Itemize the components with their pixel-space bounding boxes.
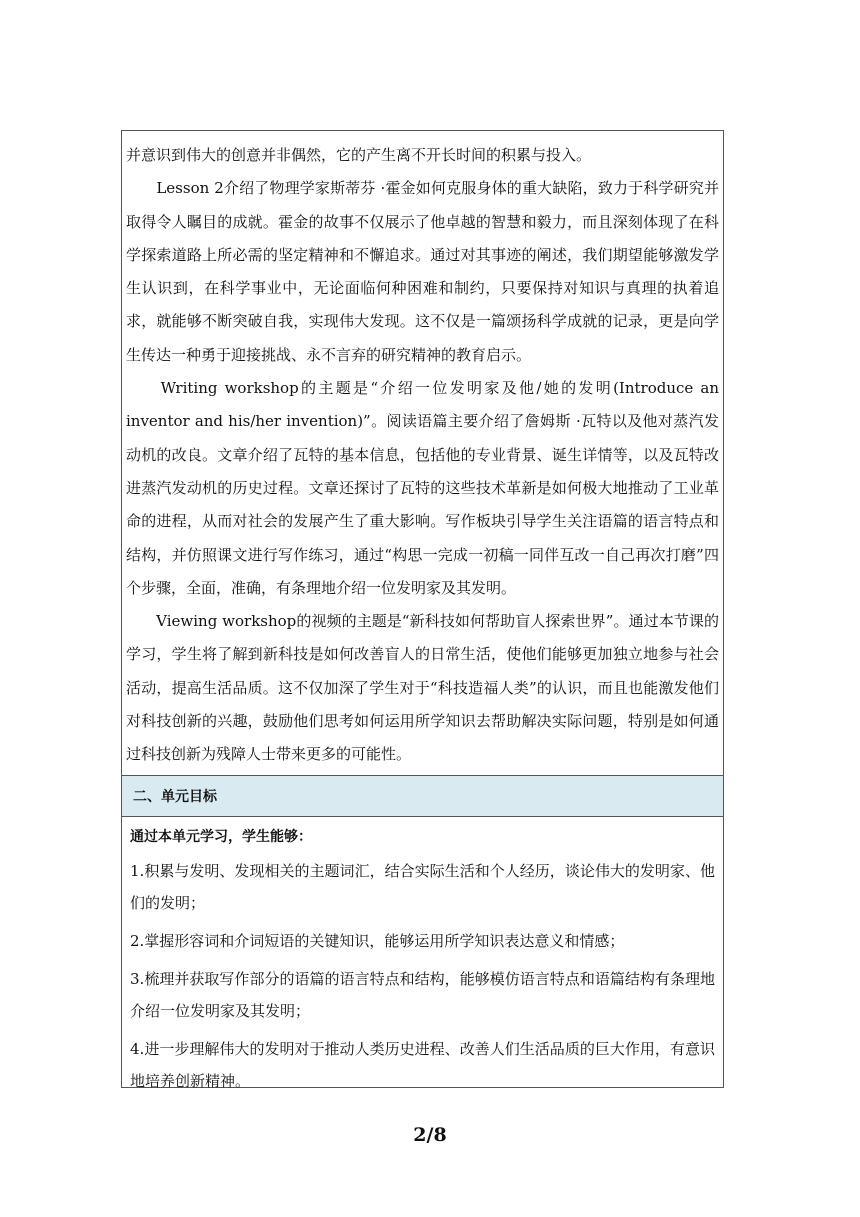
goal-item: 4.进一步理解伟大的发明对于推动人类历史进程、改善人们生活品质的巨大作用，有意识地培养创新精神。 — [130, 1040, 715, 1090]
goals-lead: 通过本单元学习，学生能够： — [130, 829, 312, 845]
section-heading — [122, 776, 723, 817]
lesson-table — [121, 130, 724, 1088]
intro-paragraph: 并意识到伟大的创意并非偶然，它的产生离不开长时间的积累与投入。 — [126, 146, 592, 164]
unit-goals-cell — [122, 817, 723, 1090]
writing-workshop-paragraph: Writing workshop的主题是“介绍一位发明家及他/她的发明(Introduce an inventor and his/her invention)”。阅读语篇主要介绍了詹姆斯 ·瓦特以及他对蒸汽发动机的改良。文章介绍了瓦特的基本信息，包括他的专业背景、诞生详情等，以及瓦特改进蒸汽发动机的历史过程。文章还探讨了瓦特的这些技术革新是如何极大地推动了工业革命的进程，从而对社会的发展产生了重大影响。写作板块引导学生关注语篇的语言特点和结构，并仿照课文进行写作练习，通过“构思一完成一初稿一同伴互改一自己再次打磨”四个步骤，全面，准确，有条理地介绍一位发明家及其发明。 — [126, 379, 719, 597]
goal-item: 2.掌握形容词和介词短语的关键知识，能够运用所学知识表达意义和情感； — [130, 932, 625, 950]
viewing-workshop-paragraph: Viewing workshop的视频的主题是“新科技如何帮助盲人探索世界”。通过本节课的学习，学生将了解到新科技是如何改善盲人的日常生活，使他们能够更加独立地参与社会活动，提高生活品质。这不仅加深了学生对于“科技造福人类”的认识，而且也能激发他们对科技创新的兴趣，鼓励他们思考如何运用所学知识去帮助解决实际问题，特别是如何通过科技创新为残障人士带来更多的可能性。 — [126, 612, 719, 764]
unit-content-cell — [122, 131, 723, 776]
section-heading-text: 二、单元目标 — [133, 789, 217, 805]
page-number: 2/8 — [413, 1124, 447, 1146]
goal-item: 3.梳理并获取写作部分的语篇的语言特点和结构，能够模仿语言特点和语篇结构有条理地介绍一位发明家及其发明； — [130, 970, 715, 1020]
goal-item: 1.积累与发明、发现相关的主题词汇，结合实际生活和个人经历，谈论伟大的发明家、他们的发明； — [130, 862, 715, 912]
lesson2-paragraph: Lesson 2介绍了物理学家斯蒂芬 ·霍金如何克服身体的重大缺陷，致力于科学研究并取得令人瞩目的成就。霍金的故事不仅展示了他卓越的智慧和毅力，而且深刻体现了在科学探索道路上所必需的坚定精神和不懈追求。通过对其事迹的阐述，我们期望能够激发学生认识到，在科学事业中，无论面临何种困难和制约，只要保持对知识与真理的执着追求，就能够不断突破自我，实现伟大发现。这不仅是一篇颂扬科学成就的记录，更是向学生传达一种勇于迎接挑战、永不言弃的研究精神的教育启示。 — [126, 179, 719, 364]
